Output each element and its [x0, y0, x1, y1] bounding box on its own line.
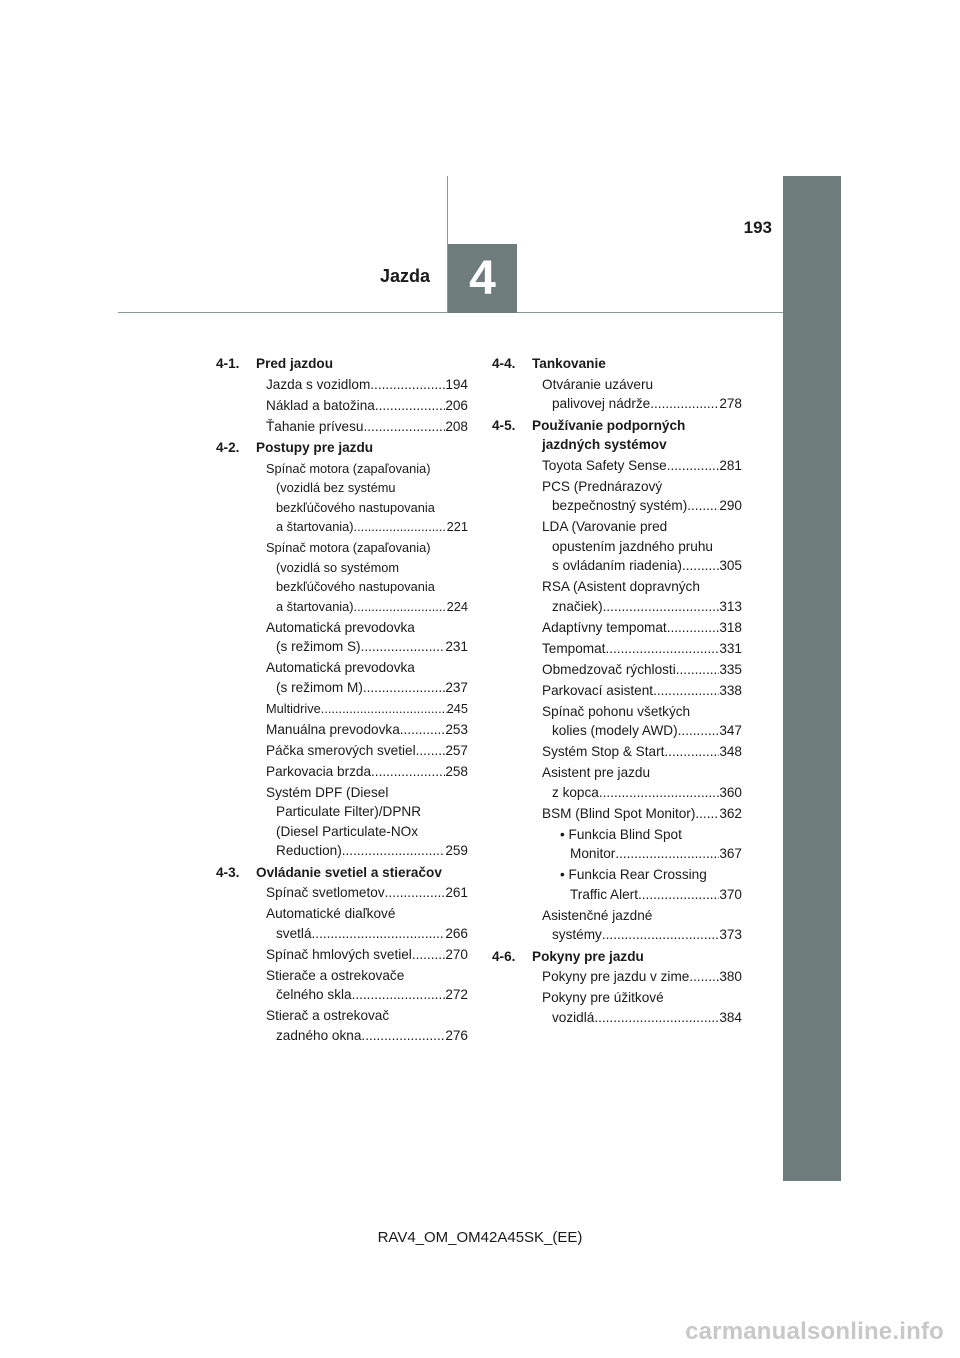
toc-entry-title: Pokyny pre jazdu v zime — [542, 969, 690, 984]
toc-entry-line: Pokyny pre úžitkové — [542, 990, 664, 1005]
toc-entry-title: Adaptívny tempomat — [542, 619, 667, 635]
toc-entry-line: Asistent pre jazdu — [542, 765, 651, 780]
dot-leader — [667, 456, 720, 476]
toc-entry-title: Spínač svetlometov — [266, 885, 385, 900]
toc-entry-line: (vozidlá bez systému — [276, 480, 396, 495]
toc-page-number: 348 — [719, 744, 742, 759]
toc-entry-line: Spínač motora (zapaľovania) — [266, 460, 431, 476]
toc-entry-line — [266, 720, 468, 740]
section-title: Postupy pre jazdu — [256, 440, 374, 455]
toc-page-number: 384 — [719, 1009, 742, 1025]
toc-entry-line — [542, 721, 742, 741]
toc-entry-line: bezkľúčového nastupovania — [276, 499, 435, 515]
toc-entry-title: a štartovania) — [276, 519, 354, 534]
toc-entry-line — [266, 985, 468, 1005]
toc-sub-entry — [492, 825, 742, 864]
toc-entry-title: kolies (modely AWD) — [552, 723, 678, 738]
dot-leader — [363, 678, 445, 698]
toc-entry-title: Obmedzovač rýchlosti — [542, 661, 676, 677]
toc-entry — [216, 904, 468, 943]
section-title: Ovládanie svetiel a stieračov — [256, 864, 442, 880]
section-title: Pokyny pre jazdu — [532, 948, 644, 964]
toc-page-number: 338 — [719, 682, 742, 698]
toc-entry-title: Toyota Safety Sense — [542, 457, 667, 473]
toc-entry-title: svetlá — [276, 925, 312, 941]
section-title: Pred jazdou — [256, 356, 334, 371]
toc-page-number: 194 — [445, 376, 468, 392]
dot-leader — [354, 517, 447, 537]
toc-entry-title: Parkovacia brzda — [266, 763, 372, 779]
toc-entry — [492, 763, 742, 802]
toc-page-number: 266 — [445, 925, 468, 941]
dot-leader — [371, 762, 445, 782]
toc-entry-line: Systém DPF (Diesel — [266, 784, 389, 800]
dot-leader — [653, 681, 719, 701]
toc-entry-line — [542, 496, 742, 516]
dot-leader — [678, 721, 720, 741]
section-number: 4-1. — [216, 356, 240, 371]
toc-page-number: 370 — [719, 886, 742, 902]
section-number: 4-4. — [492, 356, 516, 371]
toc-sub-entry-line: • Funkcia Rear Crossing — [560, 867, 707, 882]
toc-section — [492, 354, 742, 414]
toc-entry — [492, 375, 742, 414]
dot-leader — [650, 394, 719, 414]
toc-entry-line: Particulate Filter)/DPNR — [276, 804, 422, 819]
toc-entry — [216, 618, 468, 657]
dot-leader — [321, 699, 447, 719]
chapter-number-box: 4 — [448, 244, 517, 313]
toc-entry — [492, 804, 742, 824]
toc-page-number: 272 — [445, 987, 468, 1002]
toc-entry — [492, 742, 742, 762]
toc-entry-title: Monitor — [570, 846, 616, 861]
toc-entry-line — [542, 456, 742, 476]
toc-section-heading — [216, 863, 468, 883]
toc-entry — [492, 660, 742, 680]
dot-leader — [361, 637, 446, 657]
toc-page-number: 253 — [445, 721, 468, 737]
dot-leader — [676, 660, 720, 680]
toc-entry — [216, 699, 468, 719]
toc-entry-title: z kopca — [552, 784, 599, 800]
dot-leader — [682, 556, 719, 576]
dot-leader — [342, 841, 446, 861]
toc-entry-title: bezpečnostný systém) — [552, 498, 688, 513]
dot-leader — [385, 883, 446, 903]
toc-page-number: 257 — [445, 742, 468, 758]
dot-leader — [687, 496, 719, 516]
toc-entry-title: (s režimom S) — [276, 639, 361, 654]
toc-entry-line — [542, 597, 742, 617]
dot-leader — [375, 396, 445, 416]
dot-leader — [412, 945, 445, 965]
toc-page-number: 258 — [445, 763, 468, 779]
toc-section-heading — [492, 947, 742, 967]
toc-page-number: 231 — [445, 639, 468, 654]
toc-section — [492, 947, 742, 1028]
toc-entry — [492, 681, 742, 701]
section-number: 4-6. — [492, 948, 516, 964]
toc-page-number: 313 — [719, 598, 742, 614]
toc-entry — [216, 966, 468, 1005]
toc-entry-title: Tempomat — [542, 640, 606, 656]
toc-entry — [492, 517, 742, 576]
toc-entry — [492, 456, 742, 476]
toc-page-number: 373 — [719, 927, 742, 942]
toc-entry-line: opustením jazdného pruhu — [552, 538, 713, 554]
toc-entry — [492, 906, 742, 945]
toc-entry-title: Multidrive — [266, 700, 321, 716]
toc-entry-title: systémy — [552, 927, 602, 942]
toc-entry-line — [560, 885, 742, 905]
toc-entry-line — [266, 945, 468, 965]
toc-page-number: 305 — [719, 558, 742, 573]
toc-entry-title: značiek) — [552, 598, 603, 614]
dot-leader — [599, 783, 719, 803]
toc-entry-title: vozidlá — [552, 1009, 595, 1025]
toc-entry-title: Systém Stop & Start — [542, 744, 665, 759]
toc-entry-line — [266, 396, 468, 416]
toc-section-heading — [492, 416, 742, 455]
dot-leader — [416, 741, 446, 761]
toc-entry — [216, 1006, 468, 1045]
toc-entry-line — [542, 925, 742, 945]
toc-entry-line — [542, 967, 742, 987]
toc-entry-title: Parkovací asistent — [542, 682, 654, 698]
toc-entry-title: palivovej nádrže — [552, 396, 651, 411]
toc-page-number: 360 — [719, 784, 742, 800]
toc-entry — [216, 396, 468, 416]
toc-entry — [492, 967, 742, 987]
toc-page-number: 261 — [445, 885, 468, 900]
toc-page-number: 290 — [719, 498, 742, 513]
section-number: 4-2. — [216, 440, 240, 455]
toc-entry-line — [266, 924, 468, 944]
toc-entry-line — [542, 660, 742, 680]
toc-page-number: 318 — [719, 619, 742, 635]
toc-entry-line — [542, 556, 742, 576]
dot-leader — [352, 985, 446, 1005]
toc-entry-line: Automatická prevodovka — [266, 619, 415, 635]
toc-entry — [216, 538, 468, 616]
dot-leader — [603, 597, 720, 617]
toc-section-heading — [216, 438, 468, 458]
toc-entry-title: Reduction) — [276, 843, 342, 858]
toc-entry-line — [542, 681, 742, 701]
toc-entry-line: Automatické diaľkové — [266, 906, 396, 921]
toc-entry — [492, 618, 742, 638]
section-number: 4-5. — [492, 417, 516, 433]
toc-entry — [216, 720, 468, 740]
toc-page-number: 347 — [719, 723, 742, 738]
toc-page-number: 331 — [719, 640, 742, 656]
toc-entry-line — [542, 742, 742, 762]
chapter-side-tab — [783, 176, 841, 1181]
toc-left-column — [216, 354, 468, 1047]
dot-leader — [602, 925, 719, 945]
toc-section-heading — [216, 354, 468, 374]
toc-entry — [216, 762, 468, 782]
toc-entry-line: Otváranie uzáveru — [542, 376, 654, 392]
toc-entry-line — [542, 639, 742, 659]
toc-entry — [216, 459, 468, 537]
toc-entry-title: zadného okna — [276, 1027, 362, 1043]
toc-entry-title: Ťahanie prívesu — [266, 418, 364, 434]
toc-entry-line: LDA (Varovanie pred — [542, 519, 668, 534]
toc-entry-line: RSA (Asistent dopravných — [542, 579, 700, 594]
toc-entry-line: PCS (Prednárazový — [542, 478, 663, 494]
dot-leader — [370, 375, 445, 395]
toc-entry-line — [266, 1026, 468, 1046]
toc-entry-title: BSM (Blind Spot Monitor) — [542, 805, 696, 821]
toc-section — [216, 863, 468, 1046]
toc-entry-line — [266, 417, 468, 437]
section-title: Používanie podporných jazdných systémov — [532, 417, 686, 452]
toc-page-number: 270 — [445, 946, 468, 962]
toc-entry-line — [542, 783, 742, 803]
dot-leader — [354, 597, 447, 617]
toc-entry-title: Manuálna prevodovka — [266, 721, 400, 737]
dot-leader — [664, 742, 719, 762]
toc-page-number: 221 — [446, 519, 468, 534]
dot-leader — [361, 1026, 445, 1046]
toc-entry — [492, 577, 742, 616]
section-number: 4-3. — [216, 864, 240, 880]
dot-leader — [400, 720, 446, 740]
toc-section — [492, 416, 742, 945]
toc-entry-line — [266, 517, 468, 537]
toc-section — [216, 354, 468, 436]
dot-leader — [594, 1008, 719, 1028]
footer-document-code: RAV4_OM_OM42A45SK_(EE) — [377, 1229, 583, 1246]
toc-entry — [216, 883, 468, 903]
toc-entry-line: Asistenčné jazdné — [542, 907, 653, 923]
toc-entry-title: Náklad a batožina — [266, 397, 375, 413]
toc-page-number: 245 — [446, 700, 468, 716]
toc-entry-line: Spínač motora (zapaľovania) — [266, 540, 431, 555]
section-title: Tankovanie — [532, 356, 606, 371]
dot-leader — [667, 618, 720, 638]
dot-leader — [605, 639, 719, 659]
toc-page-number: 278 — [719, 396, 742, 411]
toc-entry-title: Páčka smerových svetiel — [266, 742, 416, 758]
chapter-title: Jazda — [379, 266, 430, 286]
toc-entry-line: (vozidlá so systémom — [276, 559, 400, 575]
toc-entry — [216, 417, 468, 437]
dot-leader — [615, 844, 719, 864]
toc-entry-line: Automatická prevodovka — [266, 660, 415, 675]
toc-entry-line — [266, 597, 468, 617]
toc-entry-title: s ovládaním riadenia) — [552, 558, 682, 573]
page-number: 193 — [743, 218, 772, 237]
toc-entry — [216, 741, 468, 761]
toc-entry-title: čelného skla — [276, 987, 352, 1002]
toc-entry — [492, 702, 742, 741]
toc-entry — [216, 375, 468, 395]
toc-entry-line: Stierače a ostrekovače — [266, 967, 405, 983]
toc-page-number: 362 — [719, 805, 742, 821]
toc-entry-line — [542, 804, 742, 824]
toc-entry — [492, 639, 742, 659]
toc-entry-line: Spínač pohonu všetkých — [542, 703, 691, 719]
toc-entry-title: Spínač hmlových svetiel — [266, 946, 412, 962]
toc-entry-line — [266, 883, 468, 903]
toc-page-number: 208 — [445, 418, 468, 434]
toc-sub-entry — [492, 865, 742, 904]
toc-page-number: 206 — [445, 397, 468, 413]
toc-entry-line — [266, 699, 468, 719]
toc-entry-line: bezkľúčového nastupovania — [276, 579, 435, 594]
watermark: carmanualsonline.info — [685, 1318, 944, 1345]
toc-entry-line — [542, 618, 742, 638]
toc-entry-line — [560, 844, 742, 864]
toc-page-number: 281 — [719, 457, 742, 473]
dot-leader — [689, 967, 719, 987]
dot-leader — [695, 804, 719, 824]
toc-page-number: 380 — [719, 969, 742, 984]
toc-entry-line — [266, 678, 468, 698]
toc-section — [216, 438, 468, 861]
dot-leader — [638, 885, 719, 905]
toc-entry — [216, 658, 468, 697]
toc-entry-line — [266, 741, 468, 761]
toc-page-number: 367 — [719, 846, 742, 861]
toc-entry-title: Traffic Alert — [570, 886, 638, 902]
toc-entry-line — [542, 394, 742, 414]
toc-sub-entry-line: • Funkcia Blind Spot — [560, 826, 682, 842]
toc-entry-line — [266, 762, 468, 782]
toc-page-number: 276 — [445, 1027, 468, 1043]
toc-entry-line — [266, 841, 468, 861]
toc-entry-line — [266, 375, 468, 395]
toc-entry — [216, 783, 468, 861]
toc-page-number: 335 — [719, 661, 742, 677]
toc-entry-title: Jazda s vozidlom — [266, 376, 371, 392]
toc-entry — [492, 988, 742, 1027]
toc-page-number: 224 — [446, 598, 468, 614]
toc-section-heading — [492, 354, 742, 374]
toc-page-number: 259 — [445, 843, 468, 858]
toc-entry-line: Stierač a ostrekovač — [266, 1008, 390, 1023]
toc-entry-title: a štartovania) — [276, 598, 354, 614]
toc-right-column — [492, 354, 742, 1029]
toc-entry-line — [542, 1008, 742, 1028]
dot-leader — [312, 924, 446, 944]
dot-leader — [363, 417, 445, 437]
toc-entry — [492, 477, 742, 516]
toc-page-number: 237 — [445, 679, 468, 695]
toc-entry — [216, 945, 468, 965]
toc-entry-title: (s režimom M) — [276, 679, 363, 695]
toc-entry-line — [266, 637, 468, 657]
toc-entry-line: (Diesel Particulate-NOx — [276, 823, 419, 839]
